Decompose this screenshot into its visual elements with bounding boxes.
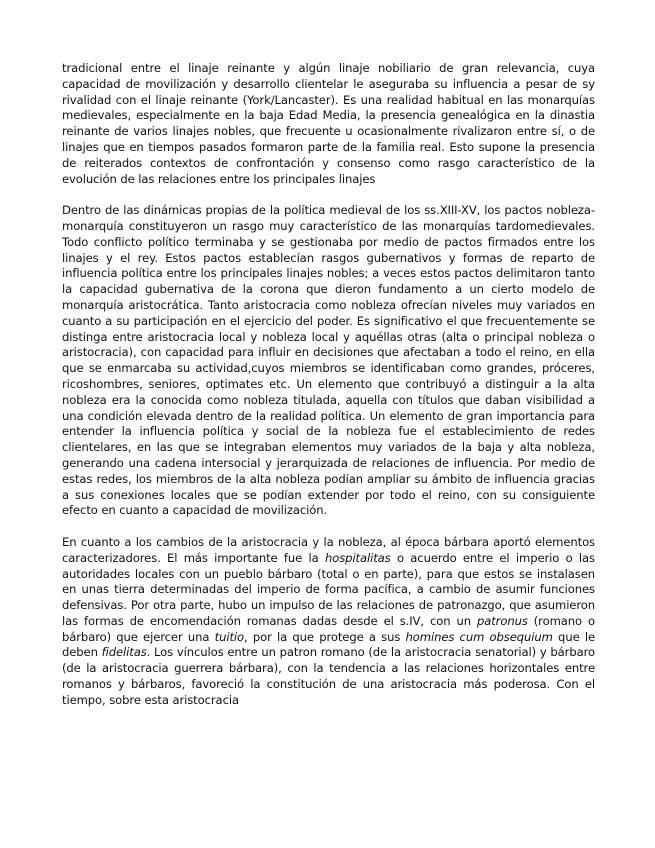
document-body [62,61,595,709]
paragraph-3-text-6: . Los vínculos entre un patron romano (de la aristocracia senatorial) y bárbaro (de la aristocracia guerrera bárbara), con la tendencia a las relaciones horizontales entre romanos y bárbaros, favoreció la constitución de una aristocracia más poderosa. Con el tiempo, sobre esta aristocracia [62,645,596,707]
paragraph-3-text-2: o acuerdo entre el imperio o las autoridades locales con un pueblo bárbaro (total o en parte), para que estos se instalasen en unas tierra determinadas del imperio de forma pacífica, a cambio de asumir funciones defensivas. Por otra parte, hubo un impulso de las relaciones de patronazgo, que asumieron las formas de encomendación romanas dadas desde el s.IV, con un [62,550,595,628]
term-homines-cum-obsequium: homines cum obsequium [405,629,553,644]
paragraph-3-text-4: , por la que protege a sus [244,629,406,644]
paragraph-1: tradicional entre el linaje reinante y algún linaje nobiliario de gran relevancia, cuya capacidad de movilización y desarrollo clientelar le aseguraba su influencia a pesar de sy rivalidad con el linaje reinante (York/Lancaster). Es una realidad habitual en las monarquías medievales, especialmente en la baja Edad Media, la presencia genealógica en la dinastia reinante de varios linajes nobles, que frecuente u ocasionalmente rivalizaron entre sí, o de linajes que en tiempos pasados formaron parte de la familia real. Esto supone la presencia de reiterados contextos de confrontación y consenso como rasgo característico de la evolución de las relaciones entre los principales linajes [62,61,595,186]
term-hospitalitas: hospitalitas [324,550,391,565]
term-fidelitas: fidelitas [101,645,147,660]
paragraph-3-text-5: que le deben [62,629,596,660]
paragraph-2: Dentro de las dinámicas propias de la política medieval de los ss.XIII-XV, los pactos nobleza-monarquía constituyeron un rasgo muy característico de las monarquías tardomedievales. Todo conflicto político terminaba y se gestionaba por medio de pactos firmados entre los linajes y el rey. Estos pactos establecían rasgos gubernativos y formas de reparto de influencia política entre los principales linajes nobles; a veces estos pactos delimitaron tanto la capacidad gubernativa de la corona que dieron fundamento a un cierto modelo de monarquía aristocrática. Tanto aristocracia como nobleza ofrecían niveles muy variados en cuanto a su participación en el ejercicio del poder. Es significativo el que frecuentemente se distinga entre aristocracia local y nobleza local y aquéllas otras (alta o principal nobleza o aristocracia), con capacidad para influir en decisiones que afectaban a todo el reino, en ella que se enmarcaba su actividad,cuyos miembros se identificaban como grandes, próceres, ricoshombres, seniores, optimates etc. Un elemento que contribuyó a distinguir a la alta nobleza era la conocida como nobleza titulada, aquella con títulos que daban visibilidad a una condición elevada dentro de la realidad política. Un elemento de gran importancia para entender la influencia política y social de la nobleza fue el establecimiento de redes clientelares, en las que se integraban elementos muy variados de la baja y alta nobleza, generando una cadena intersocial y jerarquizada de relaciones de influencia. Por medio de estas redes, los miembros de la alta nobleza podían ampliar su ámbito de influencia gracias a sus conexiones locales que se podían extender por todo el reino, con su consiguiente efecto en cuanto a capacidad de movilización. [62,203,595,518]
paragraph-3-text-3: (romano o bárbaro) que ejercer una [62,613,596,644]
paragraph-3 [62,535,595,709]
term-patronus: patronus [476,613,528,628]
paragraph-3-text-1: En cuanto a los cambios de la aristocracia y la nobleza, al época bárbara aportó elementos caracterizadores. El más importante fue la [62,534,595,565]
term-tuitio: tuitio [214,629,245,644]
